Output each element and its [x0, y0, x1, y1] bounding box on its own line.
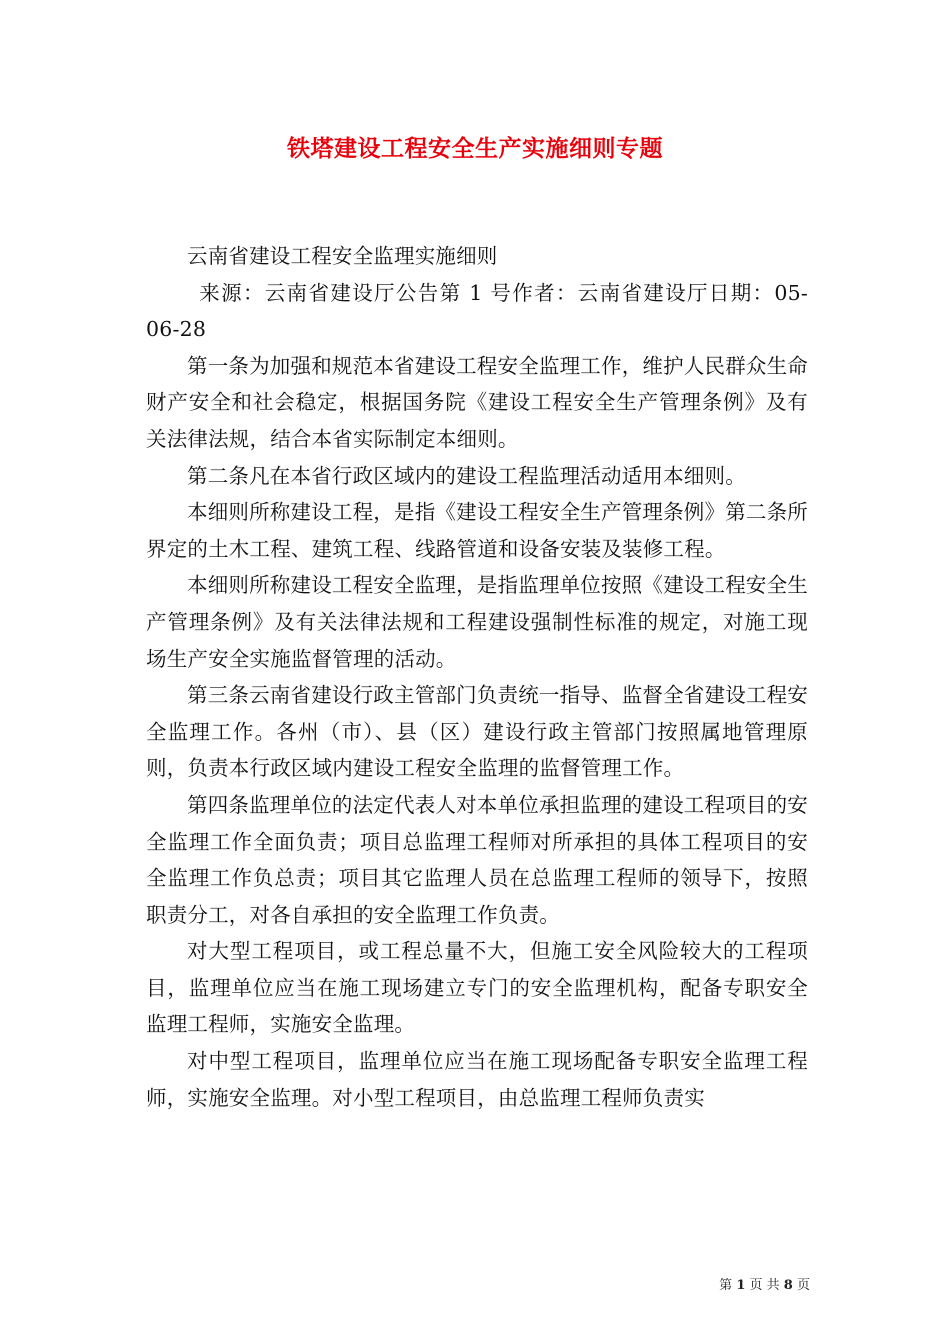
current-page-number: 1 — [736, 1278, 746, 1293]
footer-middle: 页 共 — [749, 1278, 780, 1293]
body-paragraph: 第二条凡在本省行政区域内的建设工程监理活动适用本细则。 — [187, 463, 746, 488]
body-paragraph: 本细则所称建设工程安全监理，是指监理单位按照《建设工程安全生产管理条例》及有关法律法规和工程建设强制性标准的规定，对施工现场生产安全实施监督管理的活动。 — [146, 573, 808, 671]
body-paragraph: 第三条云南省建设行政主管部门负责统一指导、监督全省建设工程安全监理工作。各州（市）、县（区）建设行政主管部门按照属地管理原则，负责本行政区域内建设工程安全监理的监督管理工作。 — [146, 683, 808, 781]
body-paragraph: 第四条监理单位的法定代表人对本单位承担监理的建设工程项目的安全监理工作全面负责；项目总监理工程师对所承担的具体工程项目的安全监理工作负总责；项目其它监理人员在总监理工程师的领导下，按照职责分工，对各自承担的安全监理工作负责。 — [146, 792, 808, 927]
body-paragraph: 本细则所称建设工程，是指《建设工程安全生产管理条例》第二条所界定的土木工程、建筑工程、线路管道和设备安装及装修工程。 — [146, 500, 808, 561]
document-title: 铁塔建设工程安全生产实施细则专题 — [287, 135, 663, 162]
body-paragraph: 云南省建设工程安全监理实施细则 — [187, 244, 498, 268]
total-page-count: 8 — [783, 1278, 793, 1293]
body-paragraph: 对大型工程项目，或工程总量不大，但施工安全风险较大的工程项目，监理单位应当在施工现场建立专门的安全监理机构，配备专职安全监理工程师，实施安全监理。 — [146, 939, 808, 1037]
source-line: 来源：云南省建设厅公告第 1 号作者：云南省建设厅日期：05-06-28 — [146, 280, 808, 342]
page-number-footer — [690, 1277, 810, 1295]
footer-prefix: 第 — [719, 1278, 733, 1293]
footer-suffix: 页 — [796, 1278, 810, 1293]
body-paragraph: 第一条为加强和规范本省建设工程安全监理工作，维护人民群众生命财产安全和社会稳定，根据国务院《建设工程安全生产管理条例》及有关法律法规，结合本省实际制定本细则。 — [146, 353, 808, 451]
body-paragraph: 对中型工程项目，监理单位应当在施工现场配备专职安全监理工程师，实施安全监理。对小型工程项目，由总监理工程师负责实 — [146, 1049, 808, 1110]
document-body — [146, 238, 808, 1116]
